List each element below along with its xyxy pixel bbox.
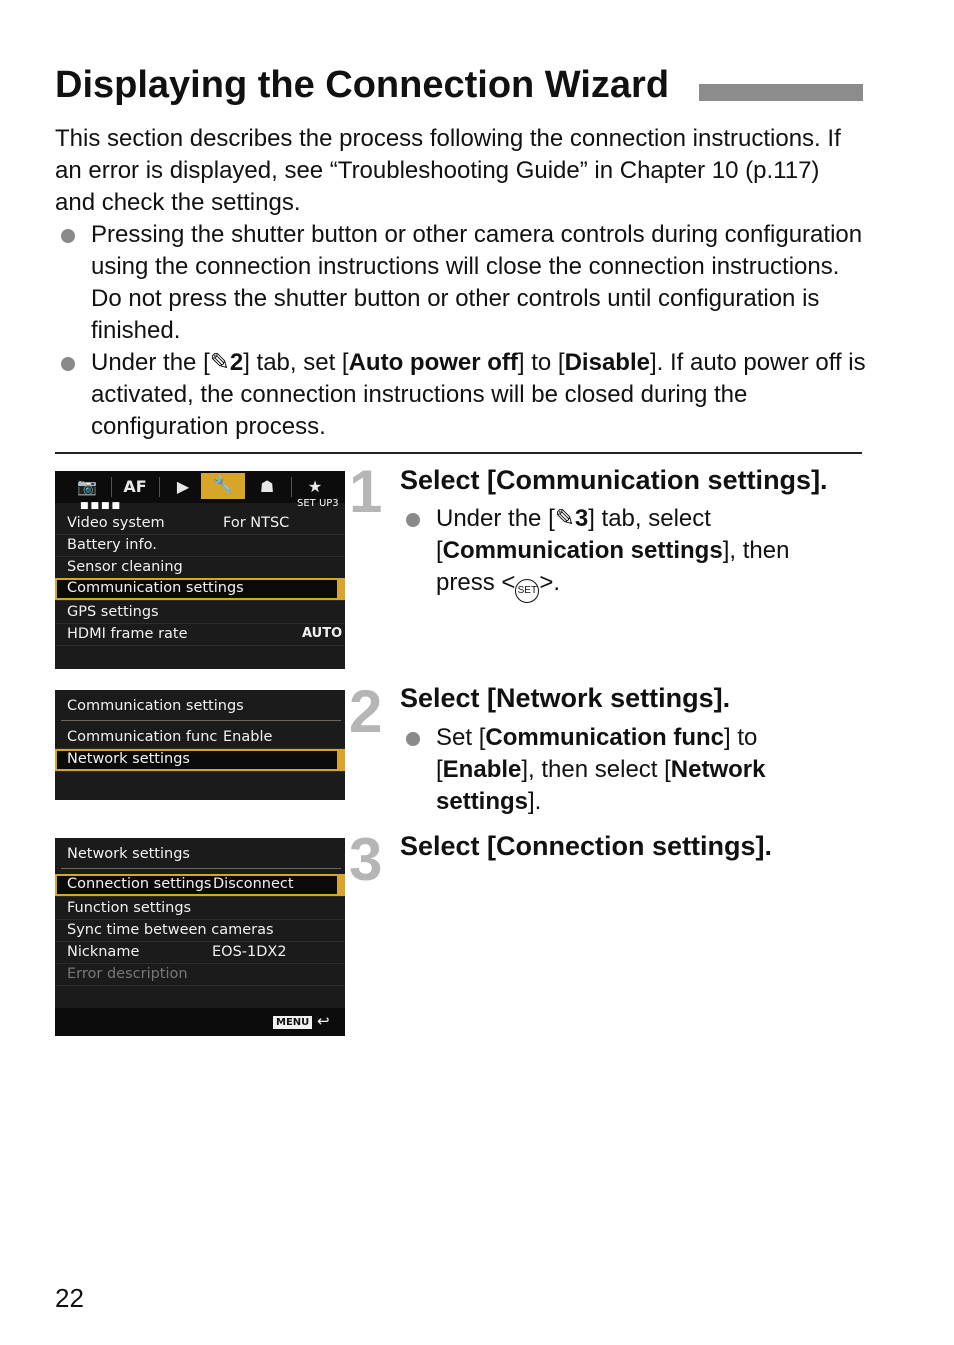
- my-menu-tab-icon: ★: [307, 477, 323, 496]
- tab-number: 3: [574, 505, 589, 532]
- step-text: ], then press <: [436, 537, 790, 596]
- menu-item-label: Error description: [67, 966, 188, 982]
- menu-item-connection-settings: [55, 874, 345, 897]
- bullet-text-to: ] to [: [517, 349, 565, 376]
- menu-item-gps-settings: [55, 601, 345, 624]
- bullet-text-post: ]. If auto power off is activated, the connection instructions will be closed during the configuration process.: [91, 349, 866, 440]
- menu-item-label: Battery info.: [67, 537, 157, 553]
- intro-paragraph: This section describes the process following the connection instructions. If an error is displayed, see “Troubleshooting Guide” in Chapter 10 (p.117) and check the settings.: [55, 125, 841, 216]
- menu-item-label: Communication func: [67, 729, 218, 745]
- menu-item-label: Sync time between cameras: [67, 922, 274, 938]
- menu-item-label: Video system: [67, 515, 165, 531]
- camera-screen-network-settings: [55, 838, 345, 1036]
- setup-tab-icon: 🔧: [201, 473, 245, 499]
- step-heading: Select [Communication settings].: [400, 465, 828, 495]
- step-number: 1: [349, 458, 383, 525]
- camera-screen-communication-settings: [55, 690, 345, 800]
- menu-item-label: Communication settings: [67, 580, 244, 596]
- section-divider: [55, 452, 862, 454]
- enable-label: Enable: [442, 756, 522, 783]
- menu-item-nickname: [55, 941, 345, 964]
- menu-item-label: Network settings: [67, 751, 190, 767]
- step-bullet: [400, 722, 840, 818]
- menu-item-label: Connection settings: [67, 876, 212, 892]
- af-tab: AF: [123, 477, 147, 496]
- bullet-text-mid: ] tab, set [: [243, 349, 349, 376]
- step-text: >.: [539, 569, 561, 596]
- menu-item-hdmi-frame-rate: [55, 623, 345, 646]
- menu-item-value: Enable: [223, 729, 273, 745]
- bullet-text-pre: Under the [: [91, 349, 210, 376]
- menu-item-battery-info: [55, 534, 345, 557]
- set-button-icon: SET: [515, 579, 539, 603]
- menu-item-video-system: [55, 512, 345, 535]
- menu-item-label: GPS settings: [67, 604, 159, 620]
- page-number: 22: [55, 1283, 84, 1313]
- title-underline: [61, 868, 341, 869]
- menu-item-label: HDMI frame rate: [67, 626, 188, 642]
- network-settings-label: Network settings: [436, 756, 766, 815]
- screen-title: Network settings: [67, 846, 190, 862]
- step-text: ] tab, select [: [436, 505, 711, 564]
- bullet-dot-icon: [406, 513, 420, 527]
- step-number: 2: [349, 678, 383, 745]
- disable-label: Disable: [564, 349, 650, 376]
- step-instructions: [400, 722, 840, 818]
- menu-item-function-settings: [55, 897, 345, 920]
- bullet-dot-icon: [61, 229, 75, 243]
- step-text: Set [: [436, 724, 486, 751]
- wrench-icon: ✎: [209, 349, 230, 376]
- title-decoration-bar: [699, 84, 863, 101]
- menu-item-network-settings: [55, 749, 345, 772]
- menu-item-label: Sensor cleaning: [67, 559, 183, 575]
- back-arrow-icon: ↩: [317, 1012, 330, 1030]
- playback-tab-icon: ▶: [176, 477, 190, 496]
- step-text: ] to [: [436, 724, 758, 783]
- step-heading: Select [Connection settings].: [400, 831, 773, 861]
- step-text: ].: [528, 788, 542, 815]
- tab-separator: [111, 477, 112, 497]
- step-bullet: [400, 503, 840, 603]
- menu-item-error-description: [55, 963, 345, 986]
- menu-item-label: Nickname: [67, 944, 140, 960]
- step-instructions: [400, 503, 840, 603]
- shooting-tab-icon: 📷: [77, 477, 97, 496]
- tab-separator: [159, 477, 160, 497]
- step-number: 3: [349, 826, 383, 893]
- tab-separator: [291, 477, 292, 497]
- menu-item-communication-func: [55, 726, 345, 749]
- menu-item-value: EOS-1DX2: [212, 944, 287, 960]
- bullet-text: Pressing the shutter button or other camera controls during configuration using the connection instructions will close the connection instructions. Do not press the shutter button or other controls until configuration is finished.: [91, 221, 863, 344]
- screen-footer: [55, 1008, 345, 1036]
- page-title: Displaying the Connection Wizard: [55, 64, 670, 106]
- camera-screen-setup-menu: [55, 471, 345, 669]
- menu-item-communication-settings: [55, 578, 345, 601]
- screen-title: Communication settings: [67, 698, 244, 714]
- wrench-icon: ✎: [554, 505, 575, 532]
- menu-item-value: AUTO: [302, 626, 343, 641]
- tab-number: 2: [229, 349, 244, 376]
- bullet-dot-icon: [406, 732, 420, 746]
- subtab-label: SET UP3: [297, 498, 339, 509]
- step-text: ], then select [: [521, 756, 671, 783]
- communication-settings-label: Communication settings: [442, 537, 723, 564]
- step-heading: Select [Network settings].: [400, 683, 731, 713]
- menu-button-icon: MENU: [273, 1016, 312, 1029]
- bullet-auto-power: [55, 347, 867, 443]
- step-text: Under the [: [436, 505, 555, 532]
- auto-power-off-label: Auto power off: [348, 349, 518, 376]
- bullet-shutter: [55, 219, 867, 347]
- menu-item-sensor-cleaning: [55, 556, 345, 579]
- communication-func-label: Communication func: [485, 724, 725, 751]
- custom-function-tab-icon: ☗: [259, 477, 275, 496]
- title-underline: [61, 720, 341, 721]
- menu-item-value: Disconnect: [213, 876, 294, 892]
- bullet-dot-icon: [61, 357, 75, 371]
- menu-item-value: For NTSC: [223, 515, 290, 531]
- menu-item-sync-time: [55, 919, 345, 942]
- subtab-indicator: ■■■■: [80, 501, 123, 511]
- note-bullets: [55, 219, 867, 443]
- menu-item-label: Function settings: [67, 900, 192, 916]
